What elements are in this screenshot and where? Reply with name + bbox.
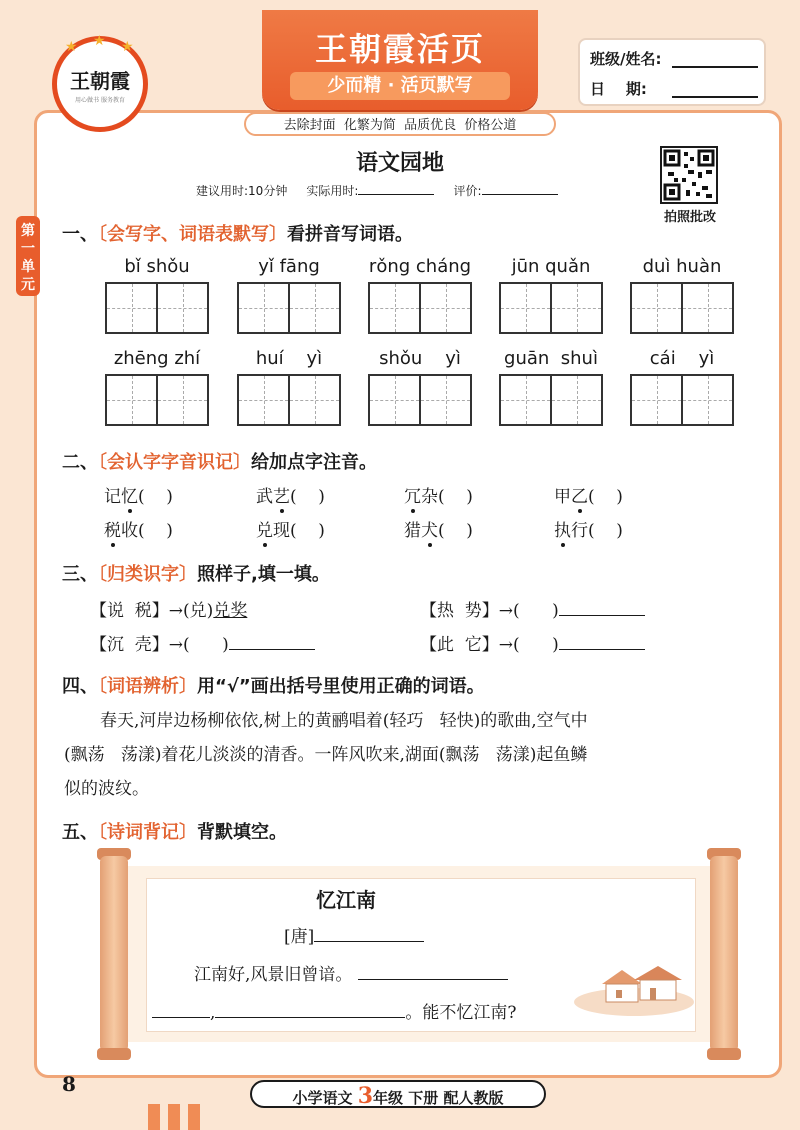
pinyin-label: guān shuì xyxy=(504,348,598,369)
brand-slogan: 少而精 · 活页默写 xyxy=(290,72,510,100)
section-5-header xyxy=(62,818,287,844)
section-number: 三、 xyxy=(62,564,98,585)
actual-time-label: 实际用时: xyxy=(306,184,359,198)
section-number: 一、 xyxy=(62,224,98,245)
brand-title: 王朝霞活页 xyxy=(314,30,485,68)
answer-paren[interactable]: ( ) xyxy=(438,521,473,541)
pinyin-label: huí yì xyxy=(255,348,323,369)
scroll-rod-right xyxy=(710,856,738,1052)
actual-time-field[interactable] xyxy=(358,194,434,195)
fill-blank[interactable] xyxy=(559,649,645,650)
scroll-cap xyxy=(97,1048,131,1060)
answer-paren[interactable]: ( ) xyxy=(588,487,623,507)
section-title: 给加点字注音。 xyxy=(251,452,377,473)
passage-line: 春天,河岸边杨柳依依,树上的黄鹂唱着(轻巧 轻快)的歌曲,空气中 xyxy=(100,711,588,731)
phonetic-item: 甲乙( ) xyxy=(554,482,623,507)
answer-paren[interactable]: ( ) xyxy=(588,521,623,541)
star-icon: ★ xyxy=(65,39,78,55)
phonetic-item: 记忆( ) xyxy=(104,482,173,507)
unit-tab-label: 第一单元 xyxy=(21,223,35,293)
phonetic-item: 税收( ) xyxy=(104,516,173,541)
qr-code-icon xyxy=(662,148,716,202)
passage-line: 似的波纹。 xyxy=(64,779,149,799)
example-prompt: 【说 税】→(兑) xyxy=(90,601,214,621)
brand-banner xyxy=(262,10,538,110)
footer-info xyxy=(250,1080,546,1108)
poem-line-2: , 。能不忆江南? xyxy=(152,998,517,1023)
section-1-header xyxy=(62,220,413,246)
logo-text: 王朝霞 xyxy=(70,69,130,93)
writing-grid[interactable] xyxy=(105,374,209,426)
phonetic-item: 猎犬( ) xyxy=(404,516,473,541)
answer-paren[interactable]: ( ) xyxy=(438,487,473,507)
star-icon: ★ xyxy=(121,39,134,55)
writing-grid[interactable] xyxy=(237,282,341,334)
fill-item: 【热 势】→( ) xyxy=(420,596,645,621)
section-tag: 〔归类识字〕 xyxy=(98,564,197,585)
example-answer: 兑奖 xyxy=(213,601,248,621)
page-number: 8 xyxy=(62,1072,76,1096)
scroll-cap xyxy=(707,1048,741,1060)
writing-grid[interactable] xyxy=(237,374,341,426)
star-icon: ★ xyxy=(93,33,106,49)
suggested-time: 建议用时:10分钟 xyxy=(196,184,288,198)
pinyin-label: rǒng cháng xyxy=(368,256,472,277)
section-title: 照样子,填一填。 xyxy=(197,564,330,585)
poem-blank[interactable] xyxy=(215,1017,405,1018)
pinyin-label: shǒu yì xyxy=(379,348,461,369)
page-title: 语文园地 xyxy=(355,151,444,176)
evaluation-field[interactable] xyxy=(482,194,558,195)
section-number: 二、 xyxy=(62,452,98,473)
fill-blank[interactable] xyxy=(229,649,315,650)
pinyin-label: duì huàn xyxy=(642,256,722,277)
footer-grade: 3 xyxy=(357,1083,374,1109)
footer-edition: 配人教版 xyxy=(443,1089,504,1107)
date-label: 日 期: xyxy=(590,80,647,98)
student-info-box xyxy=(578,38,766,106)
qr-label: 拍照批改 xyxy=(663,210,716,225)
writing-grid[interactable] xyxy=(105,282,209,334)
brand-logo xyxy=(52,33,148,132)
section-3-header xyxy=(62,560,330,586)
writing-grid[interactable] xyxy=(499,282,603,334)
phonetic-item: 冗杂( ) xyxy=(404,482,473,507)
answer-paren[interactable]: ( ) xyxy=(138,487,173,507)
tag-strip: 去除封面 化繁为简 品质优良 价格公道 xyxy=(244,112,556,136)
logo-subtext: 用心做书 服务教育 xyxy=(75,97,125,104)
example-item xyxy=(90,596,247,621)
phonetic-item: 兑现( ) xyxy=(256,516,325,541)
fill-item: 【此 它】→( ) xyxy=(420,630,645,655)
passage-line: (飘荡 荡漾)着花儿淡淡的清香。一阵风吹来,湖面(飘荡 荡漾)起鱼鳞 xyxy=(64,745,588,765)
section-title: 背默填空。 xyxy=(197,822,287,843)
footer-term: 下册 xyxy=(408,1089,439,1107)
section-2-header xyxy=(62,448,377,474)
author-blank[interactable] xyxy=(314,941,424,942)
section-number: 四、 xyxy=(62,676,98,697)
pinyin-label: bǐ shǒu xyxy=(124,256,190,277)
section-tag: 〔会写字、词语表默写〕 xyxy=(98,224,287,245)
writing-grid[interactable] xyxy=(499,374,603,426)
writing-grid[interactable] xyxy=(630,374,734,426)
scroll-rod-left xyxy=(100,856,128,1052)
poem-blank[interactable] xyxy=(358,979,508,980)
poem-title: 忆江南 xyxy=(316,888,376,912)
footer-grade-suffix: 年级 xyxy=(373,1089,404,1107)
section-4-header xyxy=(62,672,485,698)
answer-paren[interactable]: ( ) xyxy=(290,487,325,507)
writing-grid[interactable] xyxy=(368,282,472,334)
phonetic-item: 武艺( ) xyxy=(256,482,325,507)
class-name-field[interactable] xyxy=(672,66,758,68)
pinyin-label: jūn quǎn xyxy=(511,256,591,277)
section-tag: 〔词语辨析〕 xyxy=(98,676,197,697)
section-number: 五、 xyxy=(62,822,98,843)
footer-subject: 小学语文 xyxy=(292,1089,353,1107)
date-field[interactable] xyxy=(672,96,758,98)
section-tag: 〔会认字字音识记〕 xyxy=(98,452,251,473)
poem-line-1: 江南好,风景旧曾谙。 xyxy=(194,960,508,985)
answer-paren[interactable]: ( ) xyxy=(138,521,173,541)
writing-grid[interactable] xyxy=(368,374,472,426)
time-row xyxy=(196,182,616,199)
village-illustration-icon xyxy=(572,950,696,1020)
writing-grid[interactable] xyxy=(630,282,734,334)
unit-tab xyxy=(16,216,40,296)
poem-blank[interactable] xyxy=(152,1017,210,1018)
fill-blank[interactable] xyxy=(559,615,645,616)
poem-dynasty: [唐] xyxy=(284,922,424,947)
phonetic-item: 执行( ) xyxy=(554,516,623,541)
qr-code[interactable] xyxy=(660,146,718,204)
section-title: 用“√”画出括号里使用正确的词语。 xyxy=(197,676,485,697)
section-title: 看拼音写词语。 xyxy=(287,224,413,245)
fill-item: 【沉 壳】→( ) xyxy=(90,630,315,655)
pinyin-label: zhēng zhí xyxy=(113,348,201,369)
pinyin-label: yǐ fāng xyxy=(258,256,320,277)
answer-paren[interactable]: ( ) xyxy=(290,521,325,541)
class-name-label: 班级/姓名: xyxy=(590,50,662,68)
section-tag: 〔诗词背记〕 xyxy=(98,822,197,843)
evaluation-label: 评价: xyxy=(453,184,482,198)
pinyin-label: cái yì xyxy=(649,348,715,369)
